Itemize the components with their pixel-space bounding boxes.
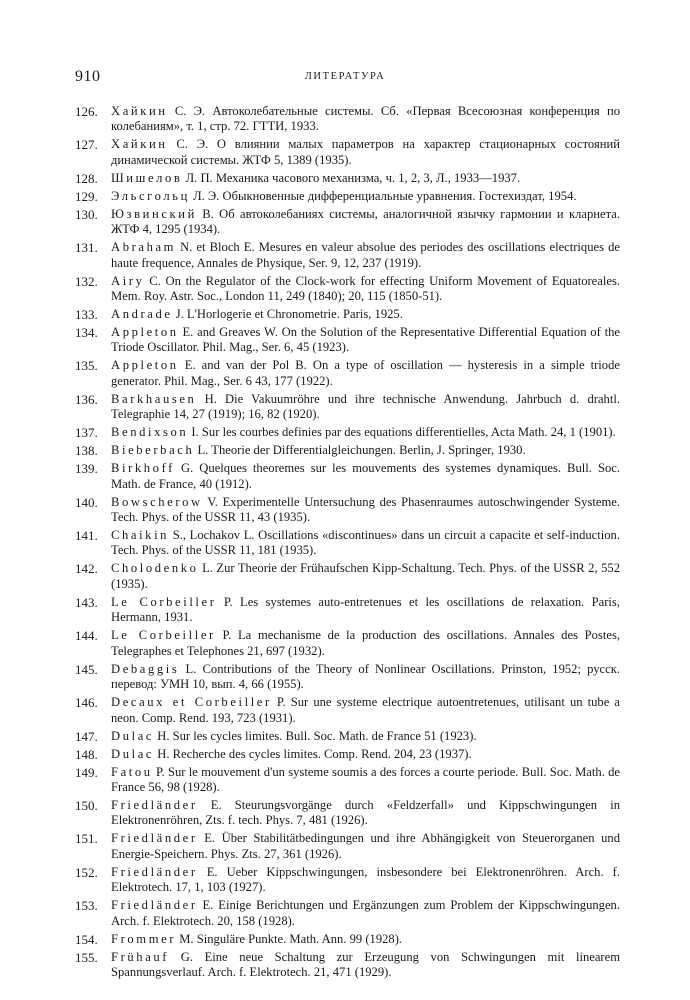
reference-item bbox=[75, 325, 620, 356]
reference-text bbox=[111, 628, 620, 659]
reference-number: 147. bbox=[75, 728, 98, 744]
reference-item bbox=[75, 240, 620, 271]
reference-author: Fatou bbox=[111, 764, 153, 779]
reference-author: Frühauf bbox=[111, 949, 170, 964]
reference-text bbox=[111, 561, 620, 592]
reference-item bbox=[75, 274, 620, 305]
reference-text bbox=[111, 171, 620, 186]
reference-details: J. L'Horlogerie et Chronometrie. Paris, 1925. bbox=[172, 307, 403, 322]
reference-text bbox=[111, 747, 620, 762]
reference-item bbox=[75, 561, 620, 592]
reference-author: Эльсгольц bbox=[111, 188, 190, 203]
reference-details: E. Steurungsvorgänge durch «Feldzerfall» und Kippschwingungen in Elektronenröhren, Zts. f. tech. Phys. 7, 481 (1926). bbox=[111, 797, 620, 828]
reference-author: Хайкин bbox=[111, 137, 168, 152]
reference-text bbox=[111, 898, 620, 929]
reference-author: Friedländer bbox=[111, 898, 198, 913]
reference-number: 127. bbox=[75, 137, 98, 153]
reference-details: E. and Greaves W. On the Solution of the Representative Differential Equation of the Triode Oscillator. Phil. Mag., Ser. 6, 45 (1923). bbox=[111, 325, 620, 355]
reference-author: Barkhausen bbox=[111, 391, 197, 406]
reference-item bbox=[75, 528, 620, 559]
reference-number: 145. bbox=[75, 661, 98, 677]
reference-number: 140. bbox=[75, 494, 98, 510]
reference-item bbox=[75, 747, 620, 762]
reference-details: P. Sur le mouvement d'un systeme soumis a des forces a courte periode. Bull. Soc. Math. de France 56, 98 (1928). bbox=[111, 764, 620, 794]
reference-details: В. Об автоколебаниях системы, аналогичной язычку гармонии и кларнета. ЖТФ 4, 1295 (1934). bbox=[111, 206, 620, 237]
reference-number: 131. bbox=[75, 240, 98, 256]
reference-author: Bowscherow bbox=[111, 494, 203, 509]
reference-item bbox=[75, 307, 620, 322]
reference-details: L. Contributions of the Theory of Nonlinear Oscillations. Prinston, 1952; русск. перевод: УМН 10, вып. 4, 66 (1955). bbox=[111, 661, 620, 692]
reference-text bbox=[111, 662, 620, 693]
reference-details: P. Sur une systeme electrique autoentretenues, utilisant un tube a neon. Comp. Rend. 193, 723 (1931). bbox=[111, 695, 620, 725]
reference-text bbox=[111, 307, 620, 322]
reference-item bbox=[75, 358, 620, 389]
reference-author: Friedländer bbox=[111, 864, 198, 879]
reference-text bbox=[111, 137, 620, 168]
reference-text bbox=[111, 358, 620, 389]
reference-text bbox=[111, 207, 620, 238]
reference-text bbox=[111, 798, 620, 829]
reference-list bbox=[75, 104, 620, 983]
reference-details: Л. Э. Обыкновенные дифференциальные уравнения. Гостехиздат, 1954. bbox=[189, 188, 577, 203]
reference-item bbox=[75, 495, 620, 526]
reference-item bbox=[75, 662, 620, 693]
reference-details: С. Э. Автоколебательные системы. Сб. «Первая Всесоюзная конференция по колебаниям», т. 1, стр. 72. ГТТИ, 1933. bbox=[111, 104, 620, 134]
reference-number: 151. bbox=[75, 831, 98, 847]
reference-item bbox=[75, 137, 620, 168]
reference-item bbox=[75, 104, 620, 135]
reference-item bbox=[75, 425, 620, 440]
reference-author: Debaggis bbox=[111, 661, 180, 676]
reference-author: Frommer bbox=[111, 931, 177, 946]
reference-details: Л. П. Механика часового механизма, ч. 1, 2, 3, Л., 1933—1937. bbox=[182, 170, 521, 185]
reference-item bbox=[75, 628, 620, 659]
reference-number: 155. bbox=[75, 949, 98, 965]
reference-text bbox=[111, 274, 620, 305]
reference-author: Decaux et Corbeiller bbox=[111, 695, 272, 710]
reference-author: Airy bbox=[111, 273, 145, 288]
reference-item bbox=[75, 189, 620, 204]
reference-item bbox=[75, 207, 620, 238]
reference-number: 154. bbox=[75, 931, 98, 947]
reference-details: E. Einige Berichtungen und Ergänzungen zum Problem der Kippschwingungen. Arch. f. Elektrotech. 20, 158 (1928). bbox=[111, 898, 620, 928]
reference-number: 128. bbox=[75, 170, 98, 186]
reference-details: L. Theorie der Differentialgleichungen. Berlin, J. Springer, 1930. bbox=[194, 443, 526, 458]
reference-text bbox=[111, 240, 620, 271]
reference-number: 143. bbox=[75, 594, 98, 610]
reference-details: E. and van der Pol B. On a type of oscillation — hysteresis in a simple triode generator. Phil. Mag., Ser. 6 43, 177 (1922). bbox=[111, 358, 620, 388]
reference-item bbox=[75, 898, 620, 929]
reference-number: 142. bbox=[75, 561, 98, 577]
reference-text bbox=[111, 729, 620, 744]
reference-author: Bendixson bbox=[111, 425, 189, 440]
reference-number: 153. bbox=[75, 898, 98, 914]
reference-number: 149. bbox=[75, 764, 98, 780]
reference-number: 126. bbox=[75, 104, 98, 119]
reference-item bbox=[75, 171, 620, 186]
reference-number: 148. bbox=[75, 746, 98, 762]
reference-text bbox=[111, 528, 620, 559]
reference-number: 141. bbox=[75, 528, 98, 544]
reference-author: Andrade bbox=[111, 307, 173, 322]
reference-details: S., Lochakov L. Oscillations «discontinues» dans un circuit a capacite et self-induction. Tech. Phys. of the USSR 11, 181 (1935). bbox=[111, 528, 620, 558]
reference-number: 150. bbox=[75, 797, 98, 813]
reference-number: 152. bbox=[75, 864, 98, 880]
reference-text bbox=[111, 831, 620, 862]
reference-item bbox=[75, 443, 620, 458]
reference-details: E. Ueber Kippschwingungen, insbesondere bei Elektronenröhren. Arch. f. Elektrotech. 17, 1, 103 (1927). bbox=[111, 864, 620, 895]
reference-author: Dulac bbox=[111, 728, 155, 743]
reference-text bbox=[111, 765, 620, 796]
reference-item bbox=[75, 865, 620, 896]
reference-author: Le Corbeiller bbox=[111, 628, 216, 643]
reference-text bbox=[111, 325, 620, 356]
reference-author: Dulac bbox=[111, 746, 155, 761]
reference-details: E. Über Stabilitätbedingungen und ihre Abhängigkeit von Steuerorganen und Energie-Speichern. Phys. Zts. 27, 361 (1926). bbox=[111, 831, 620, 861]
reference-details: L. Zur Theorie der Frühaufschen Kipp-Schaltung. Tech. Phys. of the USSR 2, 552 (1935). bbox=[111, 561, 620, 591]
reference-details: P. La mechanisme de la production des oscillations. Annales des Postes, Telegraphes et Telephones 21, 697 (1932). bbox=[111, 628, 621, 658]
reference-author: Cholodenko bbox=[111, 561, 199, 576]
reference-text bbox=[111, 189, 620, 204]
page-number: 910 bbox=[75, 68, 101, 85]
reference-details: G. Eine neue Schaltung zur Erzeugung von Schwingungen mit linearem Spannungsverlauf. Arch. f. Elektrotech. 21, 471 (1929). bbox=[111, 949, 620, 979]
reference-number: 137. bbox=[75, 425, 98, 441]
reference-item bbox=[75, 595, 620, 626]
reference-details: С. Э. О влиянии малых параметров на характер стационарных состояний динамической системы. ЖТФ 5, 1389 (1935). bbox=[111, 137, 620, 167]
reference-text bbox=[111, 425, 620, 440]
reference-text bbox=[111, 950, 620, 981]
reference-item bbox=[75, 765, 620, 796]
reference-number: 132. bbox=[75, 273, 98, 289]
reference-author: Bieberbach bbox=[111, 443, 195, 458]
reference-details: P. Les systemes auto-entretenues et les oscillations de relaxation. Paris, Hermann, 1931. bbox=[111, 594, 620, 625]
reference-item bbox=[75, 950, 620, 981]
reference-details: C. On the Regulator of the Clock-work for effecting Uniform Movement of Equatoreales. Mem. Roy. Astr. Soc., London 11, 249 (1840); 20, 115 (1850-51). bbox=[111, 273, 620, 304]
reference-item bbox=[75, 392, 620, 423]
reference-author: Хайкин bbox=[111, 104, 168, 118]
reference-text bbox=[111, 695, 620, 726]
reference-text bbox=[111, 595, 620, 626]
reference-details: V. Experimentelle Untersuchung des Phasenraumes autoschwingender Systeme. Tech. Phys. of the USSR 11, 43 (1935). bbox=[111, 494, 620, 525]
reference-author: Appleton bbox=[111, 358, 179, 373]
reference-details: H. Sur les cycles limites. Bull. Soc. Math. de France 51 (1923). bbox=[154, 728, 477, 743]
reference-text bbox=[111, 392, 620, 423]
reference-author: Friedländer bbox=[111, 797, 198, 812]
reference-author: Appleton bbox=[111, 325, 179, 340]
reference-item bbox=[75, 831, 620, 862]
reference-item bbox=[75, 461, 620, 492]
reference-number: 136. bbox=[75, 391, 98, 407]
reference-number: 130. bbox=[75, 206, 98, 222]
reference-number: 144. bbox=[75, 628, 98, 644]
running-title: ЛИТЕРАТУРА bbox=[304, 71, 386, 82]
reference-item bbox=[75, 695, 620, 726]
reference-text bbox=[111, 443, 620, 458]
reference-item bbox=[75, 932, 620, 947]
reference-author: Le Corbeiller bbox=[111, 594, 217, 609]
reference-author: Friedländer bbox=[111, 831, 198, 846]
reference-number: 135. bbox=[75, 358, 98, 374]
reference-number: 134. bbox=[75, 325, 98, 341]
reference-details: G. Quelques theoremes sur les mouvements des systemes dynamiques. Bull. Soc. Math. de France, 40 (1912). bbox=[111, 461, 620, 491]
reference-author: Юзвинский bbox=[111, 206, 197, 221]
reference-details: M. Singuläre Punkte. Math. Ann. 99 (1928). bbox=[176, 931, 403, 946]
reference-number: 138. bbox=[75, 443, 98, 459]
reference-number: 133. bbox=[75, 307, 98, 323]
reference-details: I. Sur les courbes definies par des equations differentielles, Acta Math. 24, 1 (1901). bbox=[188, 425, 616, 440]
reference-author: Шишелов bbox=[111, 170, 183, 185]
reference-number: 129. bbox=[75, 188, 98, 204]
reference-details: N. et Bloch E. Mesures en valeur absolue des periodes des oscillations electriques de haute frequence, Annales de Physique, Ser. 9, 12, 237 (1919). bbox=[111, 240, 620, 270]
reference-item bbox=[75, 798, 620, 829]
reference-text bbox=[111, 104, 620, 135]
reference-details: H. Recherche des cycles limites. Comp. Rend. 204, 23 (1937). bbox=[154, 746, 472, 761]
reference-text bbox=[111, 461, 620, 492]
reference-number: 146. bbox=[75, 695, 98, 711]
reference-number: 139. bbox=[75, 461, 98, 477]
reference-author: Chaikin bbox=[111, 528, 170, 543]
reference-item bbox=[75, 729, 620, 744]
reference-text bbox=[111, 495, 620, 526]
reference-text bbox=[111, 865, 620, 896]
reference-text bbox=[111, 932, 620, 947]
reference-author: Birkhoff bbox=[111, 461, 175, 476]
reference-author: Abraham bbox=[111, 240, 177, 255]
reference-details: H. Die Vakuumröhre und ihre technische Anwendung. Jahrbuch d. drahtl. Telegraphie 14, 27 (1919); 16, 82 (1920). bbox=[111, 391, 620, 422]
